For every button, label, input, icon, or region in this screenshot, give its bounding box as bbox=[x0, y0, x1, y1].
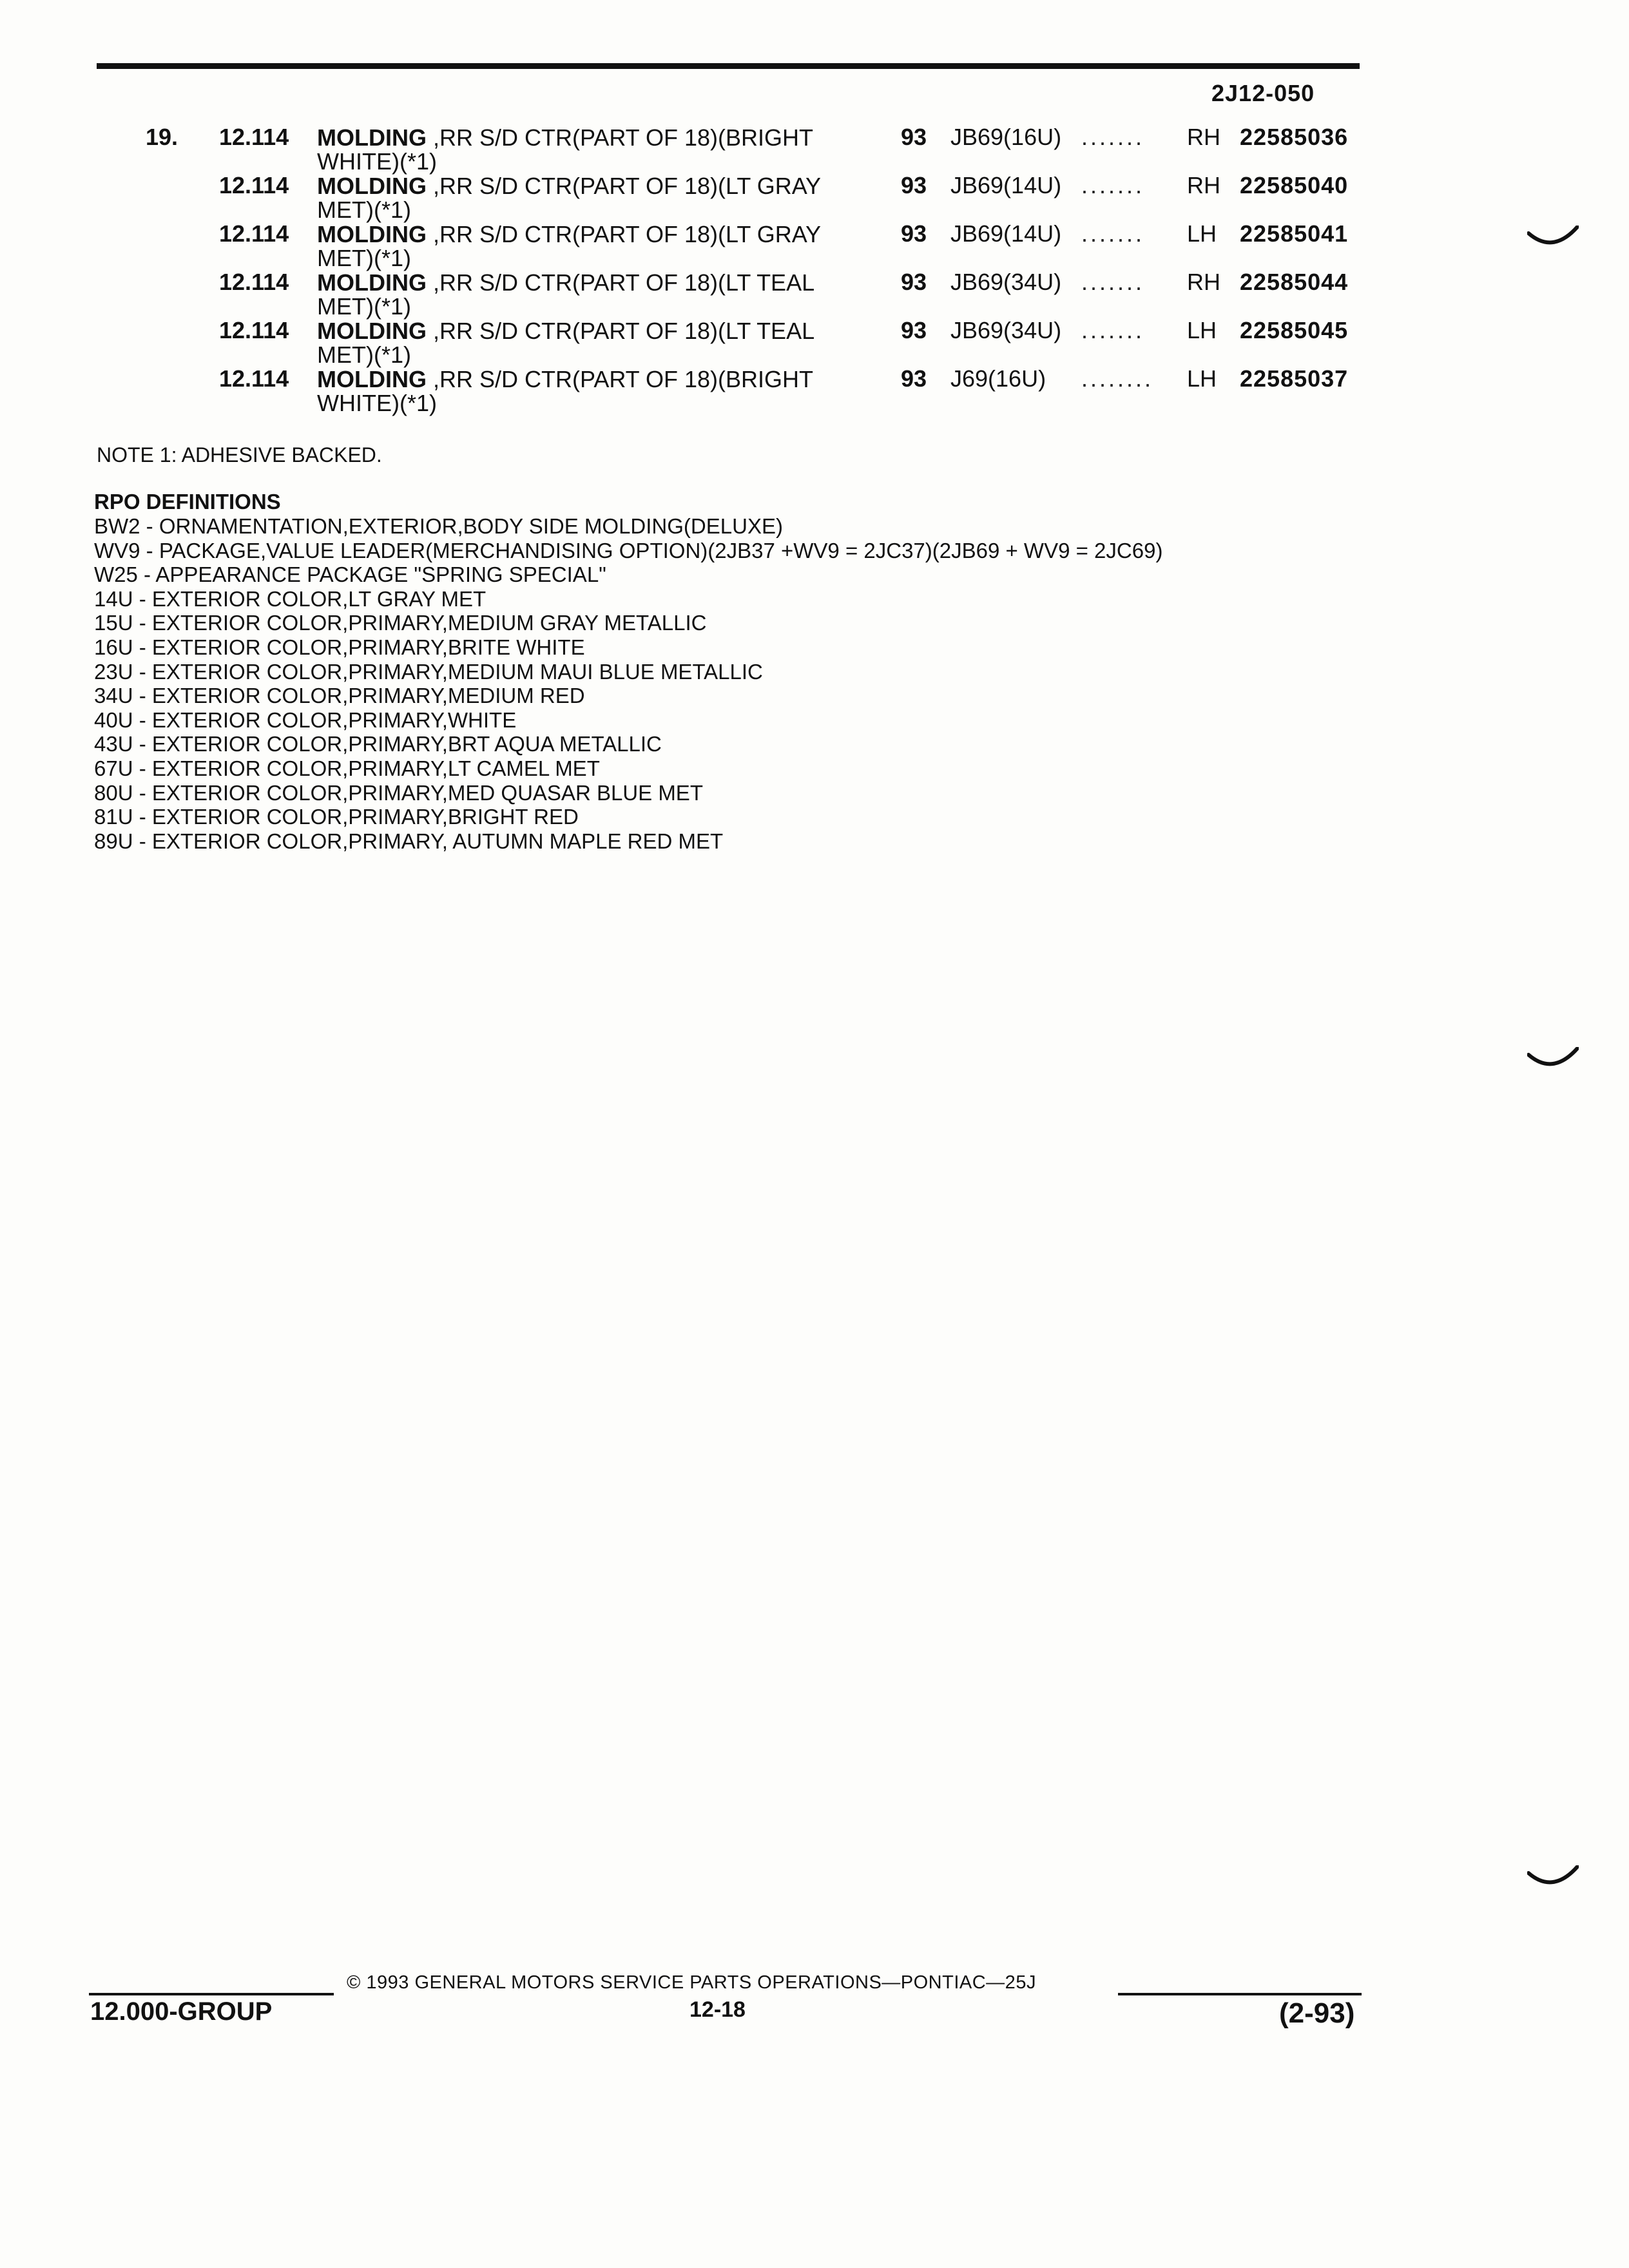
part-number: 22585044 bbox=[1240, 269, 1349, 295]
rpo-definition: 40U - EXTERIOR COLOR,PRIMARY,WHITE bbox=[94, 707, 517, 732]
rpo-definition: WV9 - PACKAGE,VALUE LEADER(MERCHANDISING OPTION)(2JB37 +WV9 = 2JC37)(2JB69 + WV9 = 2JC69) bbox=[94, 538, 1163, 562]
part-description bbox=[317, 174, 845, 222]
part-detail: ,RR S/D CTR(PART OF 18)(BRIGHT WHITE)(*1) bbox=[317, 366, 813, 416]
binder-hole-mark-icon bbox=[1527, 226, 1579, 251]
side: LH bbox=[1187, 365, 1217, 392]
part-name: MOLDING bbox=[317, 221, 427, 247]
body-model: JB69(14U) bbox=[950, 172, 1062, 198]
group-number: 12.114 bbox=[219, 365, 289, 392]
header-rule bbox=[97, 63, 1360, 69]
footnote: NOTE 1: ADHESIVE BACKED. bbox=[97, 443, 382, 466]
part-number: 22585041 bbox=[1240, 220, 1349, 247]
part-number: 22585045 bbox=[1240, 317, 1349, 343]
copyright-notice: © 1993 GENERAL MOTORS SERVICE PARTS OPERATIONS—PONTIAC—25J bbox=[347, 1972, 1036, 1993]
binder-hole-mark-icon bbox=[1527, 1047, 1579, 1073]
model-year: 93 bbox=[901, 172, 927, 198]
side: RH bbox=[1187, 124, 1220, 150]
dot-leader: ....... bbox=[1081, 317, 1145, 343]
part-number: 22585040 bbox=[1240, 172, 1349, 198]
part-name: MOLDING bbox=[317, 173, 427, 199]
part-name: MOLDING bbox=[317, 269, 427, 296]
group-number: 12.114 bbox=[219, 317, 289, 343]
rpo-definition: 89U - EXTERIOR COLOR,PRIMARY, AUTUMN MAPLE RED MET bbox=[94, 829, 724, 853]
parts-row bbox=[0, 271, 1629, 319]
parts-list bbox=[0, 126, 1629, 416]
parts-row bbox=[0, 367, 1629, 416]
group-number: 12.114 bbox=[219, 269, 289, 295]
side: LH bbox=[1187, 317, 1217, 343]
part-description bbox=[317, 319, 845, 367]
rpo-definition: 43U - EXTERIOR COLOR,PRIMARY,BRT AQUA METALLIC bbox=[94, 732, 662, 756]
part-detail: ,RR S/D CTR(PART OF 18)(BRIGHT WHITE)(*1) bbox=[317, 124, 813, 175]
rpo-definitions-list bbox=[94, 514, 1162, 853]
group-number: 12.114 bbox=[219, 220, 289, 247]
side: RH bbox=[1187, 269, 1220, 295]
dot-leader: ....... bbox=[1081, 220, 1145, 247]
rpo-definition: 16U - EXTERIOR COLOR,PRIMARY,BRITE WHITE bbox=[94, 635, 585, 659]
model-year: 93 bbox=[901, 365, 927, 392]
item-number: 19. bbox=[146, 124, 178, 150]
binder-hole-mark-icon bbox=[1527, 1865, 1579, 1891]
part-description bbox=[317, 222, 845, 270]
dot-leader: ....... bbox=[1081, 172, 1145, 198]
rpo-definition: 81U - EXTERIOR COLOR,PRIMARY,BRIGHT RED bbox=[94, 805, 579, 829]
part-detail: ,RR S/D CTR(PART OF 18)(LT TEAL MET)(*1) bbox=[317, 318, 814, 368]
body-model: J69(16U) bbox=[950, 365, 1046, 392]
part-detail: ,RR S/D CTR(PART OF 18)(LT GRAY MET)(*1) bbox=[317, 173, 821, 223]
group-number: 12.114 bbox=[219, 172, 289, 198]
catalog-reference: 2J12-050 bbox=[1211, 80, 1315, 106]
part-description bbox=[317, 367, 845, 415]
dot-leader: ........ bbox=[1081, 365, 1154, 392]
parts-row bbox=[0, 126, 1629, 174]
model-year: 93 bbox=[901, 220, 927, 247]
rpo-definition: 23U - EXTERIOR COLOR,PRIMARY,MEDIUM MAUI BLUE METALLIC bbox=[94, 659, 763, 684]
rpo-definitions-heading: RPO DEFINITIONS bbox=[94, 490, 281, 514]
body-model: JB69(34U) bbox=[950, 317, 1062, 343]
model-year: 93 bbox=[901, 269, 927, 295]
parts-row bbox=[0, 319, 1629, 367]
dot-leader: ....... bbox=[1081, 124, 1145, 150]
page-number: 12-18 bbox=[689, 1997, 746, 2022]
group-label: 12.000-GROUP bbox=[90, 1997, 273, 2026]
body-model: JB69(14U) bbox=[950, 220, 1062, 247]
dot-leader: ....... bbox=[1081, 269, 1145, 295]
body-model: JB69(16U) bbox=[950, 124, 1062, 150]
rpo-definition: 15U - EXTERIOR COLOR,PRIMARY,MEDIUM GRAY METALLIC bbox=[94, 611, 707, 635]
rpo-definition: 80U - EXTERIOR COLOR,PRIMARY,MED QUASAR BLUE MET bbox=[94, 780, 703, 805]
rpo-definition: 67U - EXTERIOR COLOR,PRIMARY,LT CAMEL MET bbox=[94, 756, 600, 780]
rpo-definition: 34U - EXTERIOR COLOR,PRIMARY,MEDIUM RED bbox=[94, 684, 585, 708]
parts-row bbox=[0, 174, 1629, 222]
part-description bbox=[317, 271, 845, 318]
side: RH bbox=[1187, 172, 1220, 198]
rpo-definition: 14U - EXTERIOR COLOR,LT GRAY MET bbox=[94, 586, 487, 611]
model-year: 93 bbox=[901, 124, 927, 150]
body-model: JB69(34U) bbox=[950, 269, 1062, 295]
side: LH bbox=[1187, 220, 1217, 247]
part-detail: ,RR S/D CTR(PART OF 18)(LT TEAL MET)(*1) bbox=[317, 269, 814, 320]
part-number: 22585037 bbox=[1240, 365, 1349, 392]
footer-rule-right bbox=[1118, 1993, 1362, 1995]
rpo-definition: BW2 - ORNAMENTATION,EXTERIOR,BODY SIDE MOLDING(DELUXE) bbox=[94, 514, 783, 538]
group-number: 12.114 bbox=[219, 124, 289, 150]
part-description bbox=[317, 126, 845, 173]
rpo-definition: W25 - APPEARANCE PACKAGE "SPRING SPECIAL" bbox=[94, 562, 606, 587]
footer-rule-left bbox=[89, 1993, 334, 1995]
part-detail: ,RR S/D CTR(PART OF 18)(LT GRAY MET)(*1) bbox=[317, 221, 821, 271]
revision-date: (2-93) bbox=[1279, 1997, 1355, 2029]
part-name: MOLDING bbox=[317, 366, 427, 392]
part-name: MOLDING bbox=[317, 318, 427, 344]
model-year: 93 bbox=[901, 317, 927, 343]
parts-row bbox=[0, 222, 1629, 271]
part-number: 22585036 bbox=[1240, 124, 1349, 150]
part-name: MOLDING bbox=[317, 124, 427, 151]
